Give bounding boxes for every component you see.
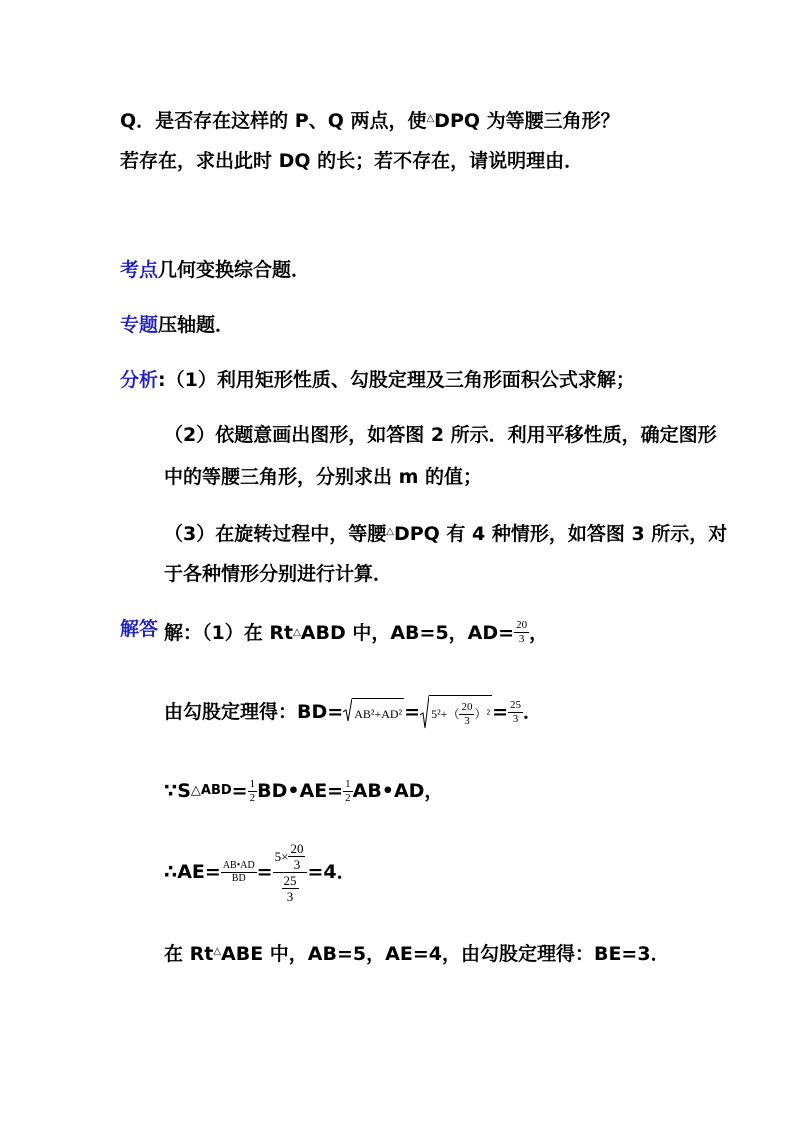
sqrt-sign-icon	[343, 698, 352, 722]
complex-denominator	[280, 874, 301, 903]
jieda-line-1	[164, 620, 548, 645]
fenxi-text-1: :（1）利用矩形性质、勾股定理及三角形面积公式求解；	[158, 369, 635, 391]
intro-text-2: 若存在，求出此时 DQ 的长；若不存在，请说明理由．	[120, 150, 584, 172]
fenxi-text-2a: （2）依题意画出图形，如答图 2 所示．利用平移性质，确定图形	[164, 424, 717, 446]
jieda-text-4a: ∴AE=	[164, 861, 221, 883]
triangle-icon: △	[213, 946, 222, 957]
fraction-inner-num	[288, 842, 305, 871]
fraction-numerator: 20	[461, 700, 473, 713]
fraction-numerator: 1	[345, 777, 351, 790]
zhuanti-text: 压轴题．	[158, 314, 235, 336]
jieda-text-5a: 在 Rt	[164, 943, 214, 965]
fraction-ae	[221, 861, 257, 884]
fraction-bd	[508, 700, 523, 725]
jieda-line-2	[164, 695, 542, 729]
fenxi-text-2b: 中的等腰三角形，分别求出 m 的值；	[164, 466, 483, 488]
fraction-half	[248, 779, 258, 804]
jieda-text-2-end: ．	[522, 701, 542, 723]
intro-text-1: Q．是否存在这样的 P、Q 两点，使	[120, 110, 427, 132]
fenxi-label: 分析	[120, 369, 159, 391]
fraction-complex	[273, 842, 308, 903]
fraction-numerator: 25	[509, 698, 521, 711]
equals-sign-3: =	[256, 861, 273, 883]
jieda-text-3b: =	[231, 780, 248, 802]
jieda-text-1-end: ，	[529, 621, 549, 644]
fenxi-line-3a	[164, 520, 727, 546]
kaodian-label: 考点	[120, 259, 159, 281]
fenxi-text-3b: 于各种情形分别进行计算．	[164, 563, 393, 585]
fraction-denominator: 3	[464, 714, 470, 727]
fraction-denominator: 3	[286, 888, 294, 904]
fraction-half-2	[343, 779, 353, 804]
sqrt-radicand: AB²+AD²	[352, 698, 404, 726]
jieda-text-3c: BD•AE=	[257, 780, 344, 802]
jieda-text-2a: 由勾股定理得：BD=	[164, 701, 344, 723]
jieda-sub-abd: △ABD	[190, 783, 232, 798]
triangle-icon: △	[426, 113, 435, 124]
sqrt-part-b: ）²	[474, 707, 491, 721]
equals-sign: =	[404, 701, 421, 723]
jieda-text-3d: AB•AD，	[352, 780, 444, 802]
fraction-numerator: 25	[283, 872, 297, 888]
zhuanti-line	[120, 313, 234, 337]
fraction-denominator: 3	[518, 633, 525, 645]
complex-numerator	[273, 842, 308, 871]
jieda-label-line	[120, 617, 158, 641]
fraction-numerator: 20	[516, 619, 528, 631]
sqrt-ab-ad	[343, 698, 404, 726]
complex-num-a: 5×	[274, 848, 289, 864]
intro-line-2	[120, 149, 583, 173]
kaodian-line	[120, 258, 310, 282]
fraction-denominator: 2	[345, 791, 351, 804]
intro-line-1	[120, 107, 620, 133]
fenxi-line-3b	[164, 562, 392, 586]
jieda-label: 解答	[120, 618, 159, 640]
fraction-inner-den	[282, 874, 299, 903]
intro-text-1b: DPQ 为等腰三角形？	[434, 110, 620, 132]
kaodian-text: 几何变换综合题．	[158, 259, 311, 281]
jieda-text-1b: ABD 中，AB=5，AD=	[300, 621, 515, 644]
fenxi-line-1	[120, 368, 635, 392]
fraction-inner	[459, 702, 474, 727]
fraction-ad	[514, 620, 529, 645]
fraction-numerator: 20	[290, 840, 304, 856]
fenxi-text-3a-2: DPQ 有 4 种情形，如答图 3 所示，对	[393, 523, 728, 545]
fraction-denominator: BD	[231, 872, 246, 884]
jieda-line-5	[164, 940, 670, 966]
sqrt-part-a: 5²+（	[431, 707, 460, 721]
jieda-text-5b: ABE 中，AB=5，AE=4，由勾股定理得：BE=3．	[221, 943, 670, 965]
triangle-icon: △	[386, 526, 394, 537]
equals-sign-2: =	[492, 701, 508, 723]
fraction-denominator: 3	[293, 856, 301, 872]
jieda-line-4	[164, 836, 356, 908]
triangle-icon: △	[293, 626, 301, 638]
fraction-numerator: 1	[249, 777, 256, 790]
sqrt-sign-icon	[420, 695, 429, 729]
jieda-text-1a: 解：（1）在 Rt	[164, 621, 294, 644]
fraction-numerator: AB•AD	[222, 859, 255, 871]
fenxi-text-3a-1: （3）在旋转过程中，等腰	[164, 523, 387, 545]
jieda-text-4-end: =4．	[307, 861, 356, 883]
zhuanti-label: 专题	[120, 314, 159, 336]
jieda-text-3a: ∵S	[164, 780, 191, 802]
sqrt-radicand-2	[429, 695, 492, 729]
fenxi-line-2b	[164, 465, 482, 489]
sqrt-numeric	[420, 695, 492, 729]
jieda-line-3	[164, 774, 443, 808]
fraction-denominator: 3	[512, 712, 519, 725]
fenxi-line-2a	[164, 423, 717, 447]
fraction-denominator: 2	[249, 791, 256, 804]
